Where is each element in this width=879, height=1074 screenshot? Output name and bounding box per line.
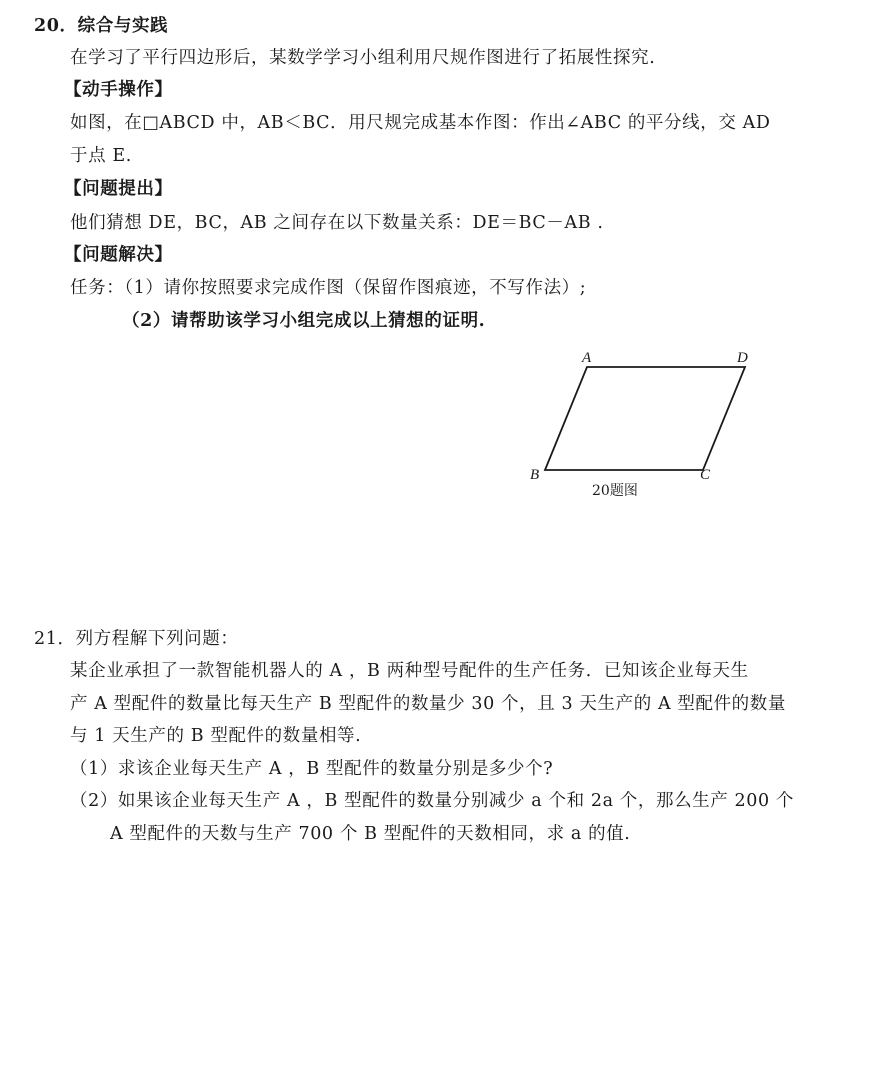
q21-part-1: （1）求该企业每天生产 A ，B 型配件的数量分别是多少个? [70, 759, 554, 779]
q20-section-question: 【问题提出】 [64, 179, 173, 199]
q20-conjecture: 他们猜想 DE，BC，AB 之间存在以下数量关系：DE＝BC－AB . [70, 213, 604, 233]
q20-intro: 在学习了平行四边形后，某数学学习小组利用尺规作图进行了拓展性探究. [70, 48, 656, 68]
parallelogram-svg [520, 340, 770, 510]
vertex-label-b: B [530, 467, 540, 483]
figure-caption: 20题图 [592, 483, 638, 499]
q20-task-2: （2）请帮助该学习小组完成以上猜想的证明. [122, 311, 486, 331]
vertex-label-c: C [700, 467, 711, 483]
q21-line-2: 产 A 型配件的数量比每天生产 B 型配件的数量少 30 个，且 3 天生产的 A 型配件的数量 [70, 694, 786, 714]
q20-operation-line-2: 于点 E. [70, 146, 132, 166]
q21-line-1: 某企业承担了一款智能机器人的 A ，B 两种型号配件的生产任务．已知该企业每天生 [70, 661, 749, 681]
parallelogram-figure [520, 340, 770, 510]
q20-section-hands-on: 【动手操作】 [64, 80, 173, 100]
q21-title: 21．列方程解下列问题： [34, 629, 239, 649]
q21-part-2-line-1: （2）如果该企业每天生产 A ，B 型配件的数量分别减少 a 个和 2a 个，那么生产 200 个 [70, 791, 794, 811]
vertex-label-a: A [582, 350, 592, 366]
q21-line-3: 与 1 天生产的 B 型配件的数量相等. [70, 726, 362, 746]
q20-operation-line-1: 如图，在□ABCD 中，AB＜BC．用尺规完成基本作图：作出∠ABC 的平分线，交 AD [70, 113, 771, 133]
parallelogram-shape [545, 367, 745, 470]
q20-task-1: 任务：（1）请你按照要求完成作图（保留作图痕迹，不写作法）; [70, 278, 587, 298]
q21-part-2-line-2: A 型配件的天数与生产 700 个 B 型配件的天数相同，求 a 的值. [110, 824, 631, 844]
vertex-label-d: D [737, 350, 748, 366]
q20-section-solution: 【问题解决】 [64, 245, 173, 265]
q20-title: 20．综合与实践 [34, 16, 169, 36]
